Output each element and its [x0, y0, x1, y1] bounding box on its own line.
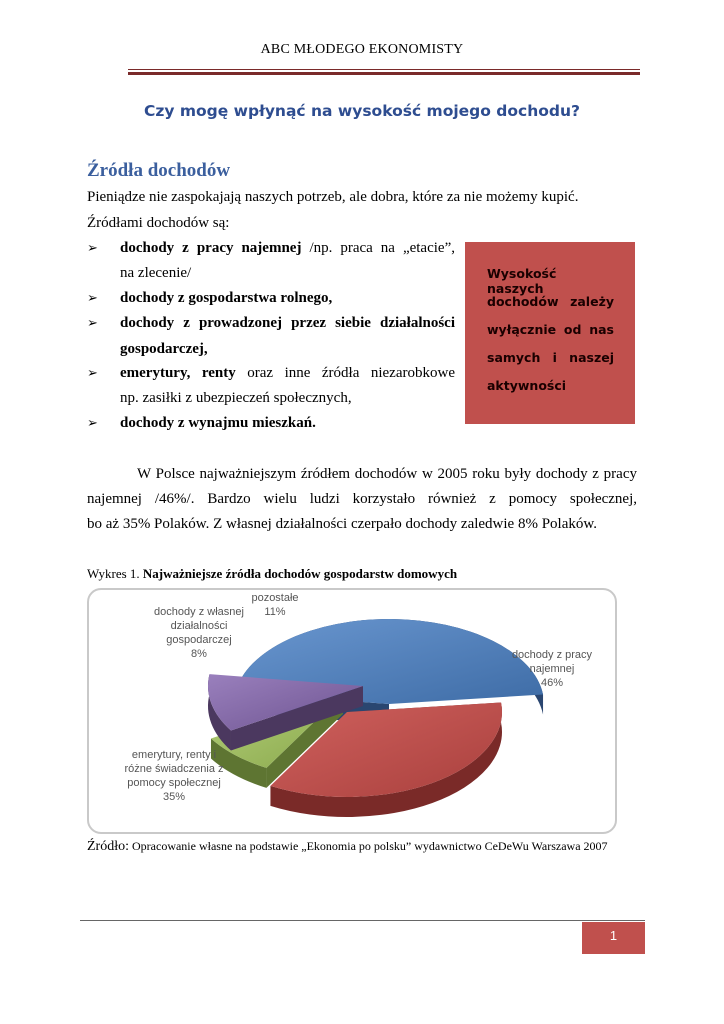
intro-line-2: Źródłami dochodów są: — [87, 215, 230, 231]
footer-rule — [80, 920, 645, 921]
pie-label: 11% — [264, 606, 286, 618]
callout-line: Wysokość naszych — [487, 266, 557, 296]
chart-caption: Wykres 1. Najważniejsze źródła dochodów gospodarstw domowych — [87, 566, 458, 581]
pie-label: gospodarczej — [166, 634, 232, 646]
header-title: ABC MŁODEGO EKONOMISTY — [260, 42, 464, 57]
callout-line: aktywności — [487, 378, 567, 393]
arrow-bullet-icon: ➢ — [87, 240, 98, 255]
pie-label: dochody z pracy — [511, 649, 593, 661]
bullet-line: emerytury, renty oraz inne źródła niezarobkowe — [120, 365, 455, 381]
list-item — [87, 315, 455, 359]
bullet-line: dochody z prowadzonej przez siebie działalności — [120, 315, 455, 331]
source-note: Źródło: Opracowanie własne na podstawie „Ekonomia po polsku” wydawnictwo CeDeWu Warszawa 2007 — [87, 839, 608, 854]
pie-label: różne świadczenia z — [124, 763, 224, 775]
pie-chart — [87, 588, 617, 834]
section-heading: Źródła dochodów — [87, 160, 231, 181]
pie-label: 8% — [191, 648, 207, 660]
list-item — [87, 240, 455, 284]
arrow-bullet-icon: ➢ — [87, 290, 98, 305]
list-item — [87, 290, 455, 312]
page-number: 1 — [582, 922, 645, 954]
pie-label: 46% — [540, 677, 564, 689]
callout-box — [465, 242, 635, 424]
pie-label: emerytury, renty i — [131, 749, 217, 761]
callout-line: dochodów zależy — [487, 294, 614, 309]
paragraph-line: bo aż 35% Polaków. Z własnej działalności czerpało dochody zaledwie 8% Polaków. — [87, 516, 597, 532]
bullet-line: dochody z gospodarstwa rolnego, — [120, 290, 333, 306]
callout-line: wyłącznie od nas — [487, 322, 614, 337]
bullet-line-2: np. zasiłki z ubezpieczeń społecznych, — [120, 390, 352, 406]
list-item — [87, 365, 455, 409]
pie-label: 35% — [162, 791, 186, 803]
header-rule-thin — [128, 69, 640, 70]
arrow-bullet-icon: ➢ — [87, 315, 98, 330]
bullet-line: dochody z wynajmu mieszkań. — [120, 415, 316, 431]
arrow-bullet-icon: ➢ — [87, 415, 98, 430]
list-item — [87, 415, 455, 437]
pie-label: dochody z własnej — [154, 606, 244, 618]
callout-line: samych i naszej — [487, 350, 614, 365]
arrow-bullet-icon: ➢ — [87, 365, 98, 380]
pie-label: pozostałe — [251, 592, 299, 604]
pie-label: działalności — [170, 620, 228, 632]
main-title: Czy mogę wpłynąć na wysokość mojego dochodu? — [143, 102, 581, 120]
intro-line-1: Pieniądze nie zaspokajają naszych potrzeb, ale dobra, które za nie możemy kupić. — [87, 189, 579, 205]
bullet-line-2: gospodarczej, — [120, 341, 208, 357]
bullet-line: dochody z pracy najemnej /np. praca na „etacie”, — [120, 240, 455, 256]
pie-label: najemnej — [529, 663, 575, 675]
bullet-line-2: na zlecenie/ — [120, 265, 192, 281]
paragraph-line: najemnej /46%/. Bardzo wielu ludzi korzystało również z pomocy społecznej, — [87, 491, 637, 507]
paragraph-line: W Polsce najważniejszym źródłem dochodów w 2005 roku były dochody z pracy — [137, 466, 637, 482]
pie-label: pomocy społecznej — [127, 777, 221, 789]
header-rule-thick — [128, 72, 640, 75]
